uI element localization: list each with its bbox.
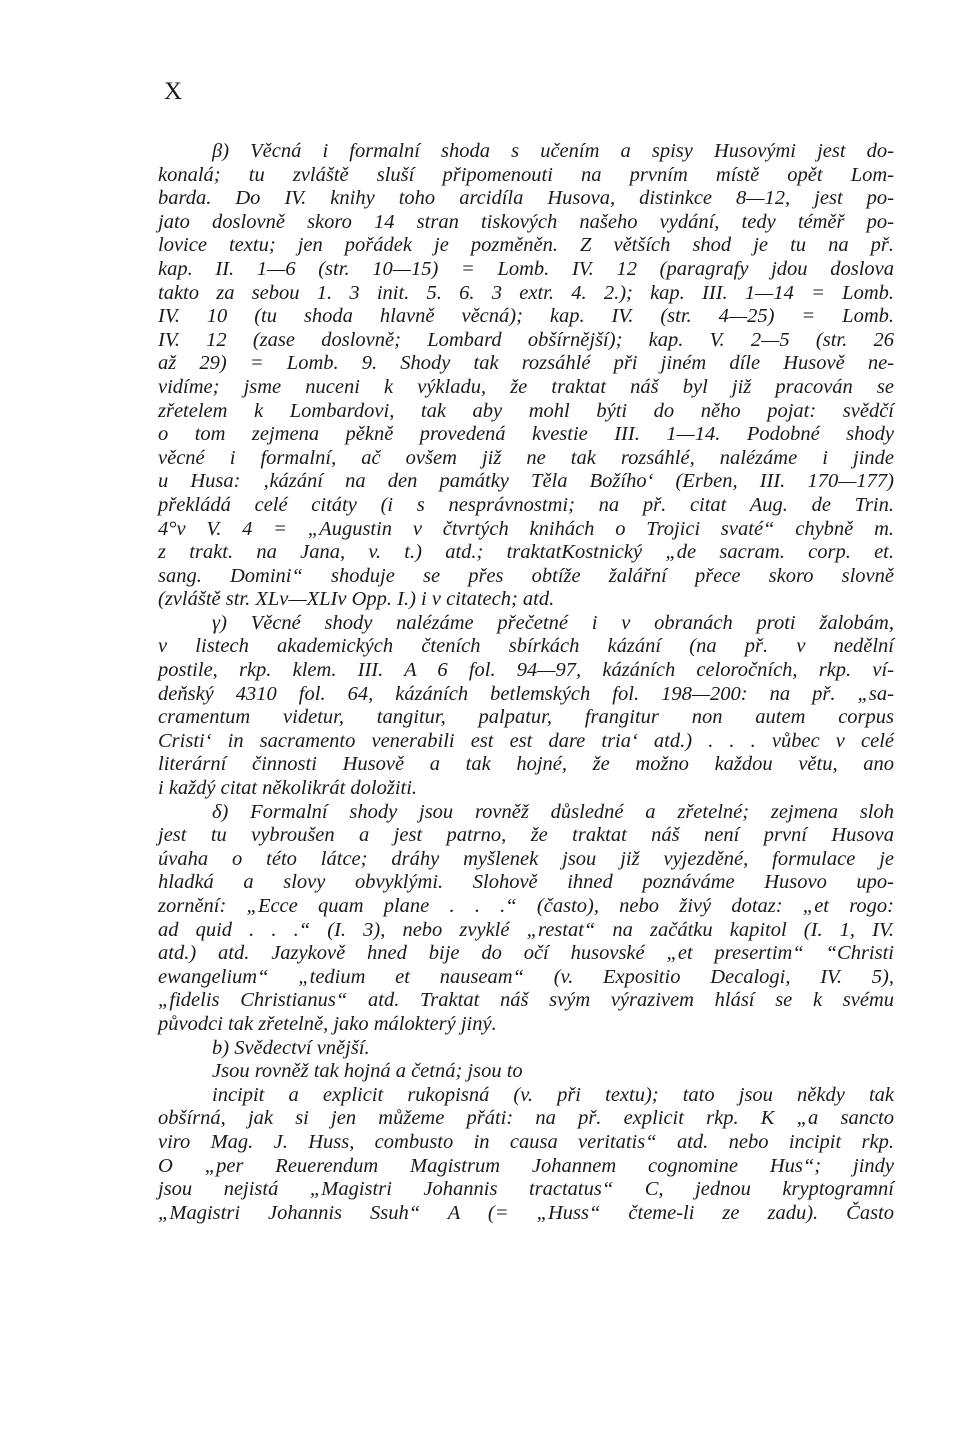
- text-line: takto za sebou 1. 3 init. 5. 6. 3 extr. 4. 2.); kap. III. 1—14 = Lomb.: [158, 281, 894, 304]
- text-line: β) Věcná i formalní shoda s učením a spisy Husovými jest do-: [212, 140, 894, 162]
- text-line: (zvláště str. XLv—XLIv Opp. I.) i v citatech; atd.: [158, 588, 555, 611]
- text-line: u Husa: ‚kázání na den památky Těla Božího‘ (Erben, III. 170—177): [158, 470, 894, 493]
- text-line: z trakt. na Jana, v. t.) atd.; traktatKostnický „de sacram. corp. et.: [158, 541, 894, 564]
- text-line: i každý citat několikrát doložiti.: [158, 777, 418, 800]
- text-line: obšírná, jak si jen můžeme přáti: na př. explicit rkp. K „a sancto: [158, 1107, 894, 1130]
- text-line: původci tak zřetelně, jako málokterý jiný.: [158, 1012, 497, 1035]
- text-line: literární činnosti Husově a tak hojné, že možno každou větu, ano: [158, 753, 894, 776]
- text-line: postile, rkp. klem. III. A 6 fol. 94—97, kázáních celoročních, rkp. ví-: [158, 659, 894, 682]
- text-line: kap. II. 1—6 (str. 10—15) = Lomb. IV. 12 (paragrafy jdou doslova: [158, 257, 894, 280]
- text-line: b) Svědectví vnější.: [212, 1036, 370, 1059]
- text-line: IV. 10 (tu shoda hlavně věcná); kap. IV. (str. 4—25) = Lomb.: [158, 305, 894, 328]
- text-line: „Magistri Johannis Ssuh“ A (= „Huss“ čteme-li ze zadu). Často: [158, 1201, 894, 1224]
- text-line: 4°v V. 4 = „Augustin v čtvrtých knihách o Trojici svaté“ chybně m.: [158, 517, 894, 540]
- text-line: konalá; tu zvláště sluší připomenouti na prvním místě opět Lom-: [158, 163, 894, 186]
- text-line: jato doslovně skoro 14 stran tiskových našeho vydání, tedy téměř po-: [158, 210, 894, 233]
- text-line: o tom zejmena pěkně provedená kvestie III. 1—14. Podobné shody: [158, 423, 894, 446]
- text-line: deňský 4310 fol. 64, kázáních betlemských fol. 198—200: na př. „sa-: [158, 682, 894, 705]
- text-line: O „per Reuerendum Magistrum Johannem cognomine Hus“; jindy: [158, 1154, 894, 1177]
- text-line: Jsou rovněž tak hojná a četná; jsou to: [212, 1060, 523, 1083]
- text-line: jest tu vybroušen a jest patrno, že traktat náš není první Husova: [158, 824, 894, 847]
- text-line: incipit a explicit rukopisná (v. při textu); tato jsou někdy tak: [212, 1083, 894, 1106]
- text-line: γ) Věcné shody nalézáme přečetné i v obranách proti žalobám,: [212, 611, 894, 634]
- page-number: X: [164, 78, 183, 105]
- text-line: hladká a slovy obvyklými. Slohově ihned poznáváme Husovo upo-: [158, 871, 894, 894]
- text-line: lovice textu; jen pořádek je pozměněn. Z větších shod je tu na př.: [158, 234, 894, 257]
- text-line: jsou nejistá „Magistri Johannis tractatus“ C, jednou kryptogramní: [158, 1178, 894, 1201]
- text-line: úvaha o této látce; dráhy myšlenek jsou již vyjezděné, formulace je: [158, 847, 894, 870]
- text-line: překládá celé citáty (i s nesprávnostmi; na př. citat Aug. de Trin.: [158, 493, 894, 516]
- text-line: zřetelem k Lombardovi, tak aby mohl býti do něho pojat: svědčí: [158, 399, 894, 422]
- text-line: až 29) = Lomb. 9. Shody tak rozsáhlé při jiném díle Husově ne-: [158, 352, 894, 375]
- text-line: věcné i formalní, ač ovšem již ne tak rozsáhlé, nalézáme i jinde: [158, 446, 894, 469]
- body-text: [158, 140, 894, 1225]
- text-line: ad quid . . .“ (I. 3), nebo zvyklé „restat“ na začátku kapitol (I. 1, IV.: [158, 918, 894, 941]
- text-line: IV. 12 (zase doslovně; Lombard obšírnější); kap. V. 2—5 (str. 26: [158, 328, 894, 351]
- text-line: cramentum videtur, tangitur, palpatur, frangitur non autem corpus: [158, 706, 894, 729]
- text-line: v listech akademických čteních sbírkách kázání (na př. v nedělní: [158, 635, 894, 658]
- text-line: δ) Formalní shody jsou rovněž důsledné a zřetelné; zejmena sloh: [212, 800, 894, 823]
- text-line: „fidelis Christianus“ atd. Traktat náš svým výrazivem hlásí se k svému: [158, 989, 894, 1012]
- text-line: Cristi‘ in sacramento venerabili est est dare tria‘ atd.) . . . vůbec v celé: [158, 729, 894, 752]
- text-line: zornění: „Ecce quam plane . . .“ (často), nebo živý dotaz: „et rogo:: [158, 895, 894, 917]
- text-line: ewangelium“ „tedium et nauseam“ (v. Expositio Decalogi, IV. 5),: [158, 965, 894, 988]
- text-line: viro Mag. J. Huss, combusto in causa veritatis“ atd. nebo incipit rkp.: [158, 1130, 894, 1153]
- text-line: barda. Do IV. knihy toho arcidíla Husova, distinkce 8—12, jest po-: [158, 187, 894, 210]
- text-line: atd.) atd. Jazykově hned bije do očí husovské „et presertim“ “Christi: [158, 942, 894, 965]
- text-line: vidíme; jsme nuceni k výkladu, že traktat náš byl již pracován se: [158, 375, 894, 398]
- text-line: sang. Domini“ shoduje se přes obtíže žalářní přece skoro slovně: [158, 564, 894, 587]
